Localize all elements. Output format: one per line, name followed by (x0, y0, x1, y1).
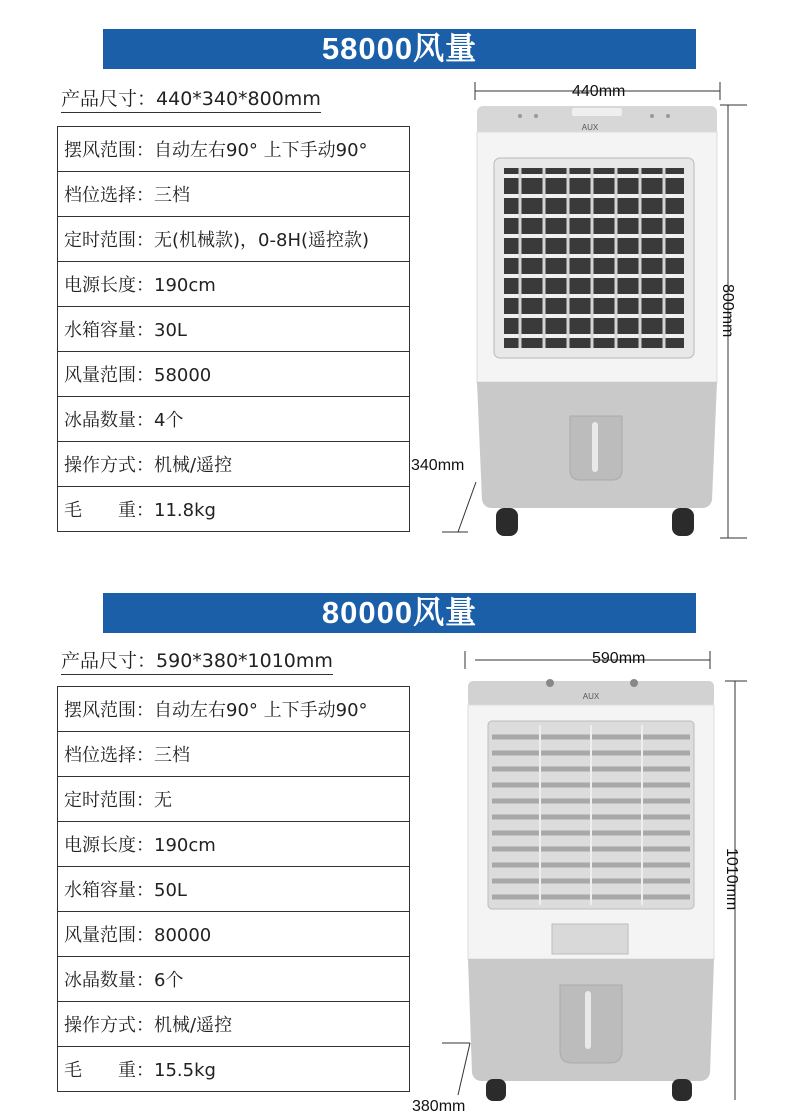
spec-value: 30L (154, 320, 187, 341)
spec-label: 操作方式： (64, 455, 154, 476)
depth-dim-line (458, 1043, 470, 1095)
height-dimension: 800mm (719, 284, 736, 338)
table-row (58, 867, 410, 912)
spec-value: 50L (154, 880, 187, 901)
table-row (58, 687, 410, 732)
table-row (58, 262, 410, 307)
spec-label: 档位选择： (64, 185, 154, 206)
spec-value: 自动左右90° 上下手动90° (154, 140, 368, 161)
spec-label: 档位选择： (64, 745, 154, 766)
brand-logo: AUX (581, 123, 599, 132)
spec-table (57, 686, 410, 1092)
section-banner: 58000风量 (103, 29, 696, 69)
table-row (58, 397, 410, 442)
table-row (58, 172, 410, 217)
spec-value: 80000 (154, 925, 212, 946)
spec-label: 电源长度： (64, 275, 154, 296)
spec-value: 自动左右90° 上下手动90° (154, 700, 368, 721)
spec-label: 风量范围： (64, 365, 154, 386)
wheel (672, 508, 694, 536)
depth-dim-line (458, 482, 476, 532)
spec-value: 三档 (154, 745, 190, 766)
product-section-80000 (0, 590, 790, 1115)
control-panel (552, 924, 628, 954)
spec-label: 操作方式： (64, 1015, 154, 1036)
table-row (58, 352, 410, 397)
width-dimension: 590mm (592, 650, 646, 667)
spec-value: 11.8kg (154, 500, 216, 521)
brand-logo: AUX (582, 692, 600, 701)
table-row (58, 442, 410, 487)
air-cooler-image (420, 70, 760, 550)
spec-label: 定时范围： (64, 790, 154, 811)
spec-value: 三档 (154, 185, 190, 206)
section-banner: 80000风量 (103, 593, 696, 633)
table-row (58, 127, 410, 172)
table-row (58, 487, 410, 532)
table-row (58, 732, 410, 777)
size-value: 440*340*800mm (156, 88, 321, 110)
spec-value: 190cm (154, 835, 216, 856)
water-level-window (592, 422, 598, 472)
spec-value: 58000 (154, 365, 212, 386)
spec-label: 摆风范围： (64, 140, 154, 161)
spec-label: 电源长度： (64, 835, 154, 856)
height-dimension: 1010mm (723, 848, 740, 911)
table-row (58, 217, 410, 262)
spec-table (57, 126, 410, 532)
spec-label: 毛 重： (64, 1060, 154, 1081)
spec-value: 15.5kg (154, 1060, 216, 1081)
water-level-window (585, 991, 591, 1049)
table-row (58, 912, 410, 957)
spec-label: 冰晶数量： (64, 410, 154, 431)
spec-value: 6个 (154, 970, 184, 991)
wheel (496, 508, 518, 536)
depth-dimension: 380mm (412, 1098, 466, 1115)
spec-label: 定时范围： (64, 230, 154, 251)
table-row (58, 777, 410, 822)
table-row (58, 1002, 410, 1047)
wheel (486, 1079, 506, 1101)
spec-value: 无 (154, 790, 172, 811)
depth-dimension: 340mm (411, 457, 465, 474)
table-row (58, 307, 410, 352)
size-value: 590*380*1010mm (156, 650, 333, 672)
spec-value: 190cm (154, 275, 216, 296)
spec-label: 摆风范围： (64, 700, 154, 721)
size-label: 产品尺寸： (61, 650, 157, 672)
table-row (58, 822, 410, 867)
table-row (58, 957, 410, 1002)
spec-value: 机械/遥控 (154, 455, 233, 476)
width-dimension: 440mm (572, 83, 626, 100)
size-label: 产品尺寸： (61, 88, 157, 110)
spec-label: 水箱容量： (64, 320, 154, 341)
wheel (672, 1079, 692, 1101)
spec-value: 4个 (154, 410, 184, 431)
spec-label: 冰晶数量： (64, 970, 154, 991)
spec-value: 机械/遥控 (154, 1015, 233, 1036)
spec-value: 无(机械款)，0-8H(遥控款) (154, 230, 370, 251)
product-size (61, 84, 321, 113)
spec-label: 水箱容量： (64, 880, 154, 901)
product-section-58000 (0, 0, 790, 550)
spec-label: 毛 重： (64, 500, 154, 521)
air-cooler-image (420, 645, 760, 1110)
product-size (61, 646, 333, 675)
spec-label: 风量范围： (64, 925, 154, 946)
table-row (58, 1047, 410, 1092)
